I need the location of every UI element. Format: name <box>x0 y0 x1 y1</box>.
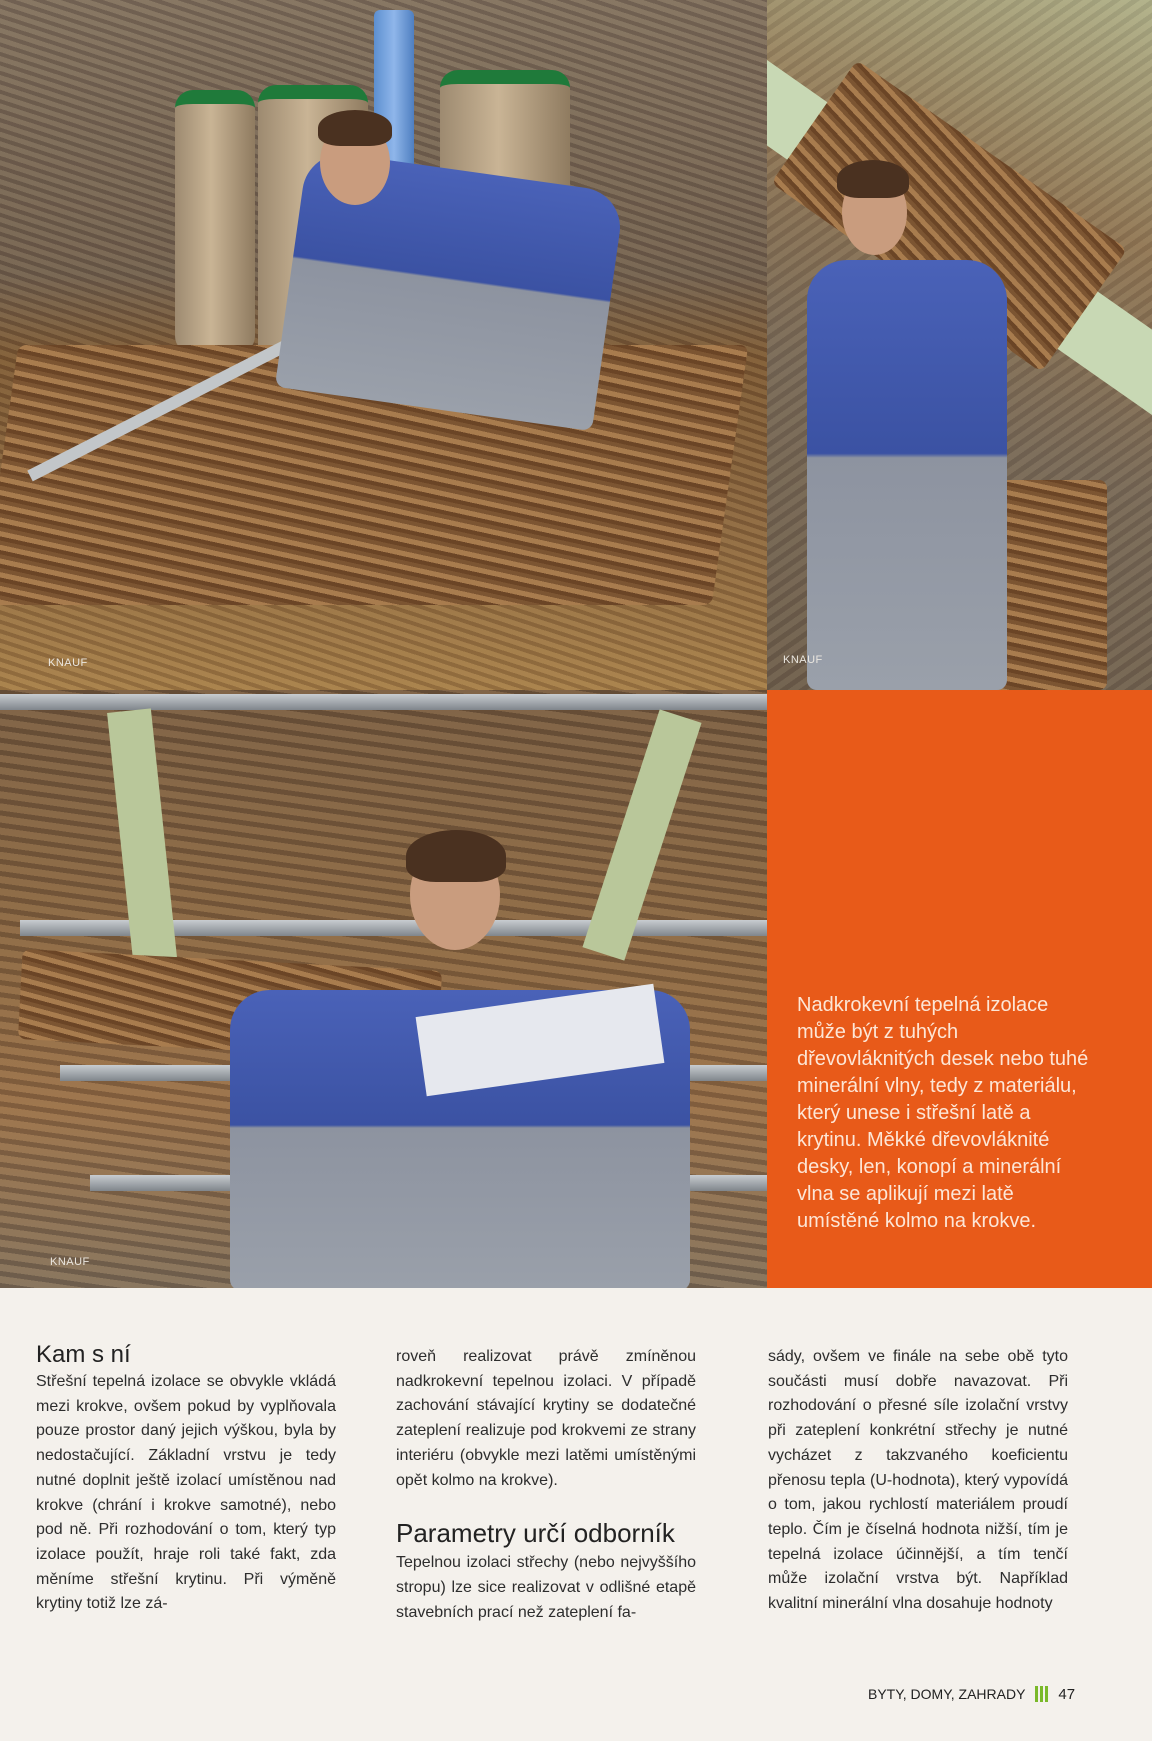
photo-credit: KNAUF <box>48 657 88 669</box>
caption-box <box>767 690 1152 1288</box>
article-column-2 <box>396 1345 696 1625</box>
worker-figure <box>190 830 710 1288</box>
paragraph: Tepelnou izolaci střechy (nebo nejvyššího stropu) lze sice realizovat v odlišné etapě stavebních prací než zateplení fa- <box>396 1554 696 1621</box>
worker-figure <box>230 110 650 470</box>
worker-figure <box>797 160 1057 690</box>
section-heading: Parametry určí odborník <box>396 1518 675 1549</box>
magazine-name: BYTY, DOMY, ZAHRADY <box>868 1686 1026 1702</box>
accent-bars <box>1035 1686 1048 1702</box>
photo-credit: KNAUF <box>783 654 823 666</box>
article-column-1 <box>36 1340 336 1617</box>
photo-worker-cutting-insulation <box>0 0 767 690</box>
paragraph: Střešní tepelná izolace se obvykle vkládá mezi krokve, ovšem pokud by vyplňovala pouze prostor daný jejich výškou, byla by nedostačující. Základní vrstvu je tedy nutné doplnit ještě izolací umístěnou nad krokve (chrání i krokve samotné), nebo pod ně. Při rozhodování o tom, který typ izolace použít, hraje roli také fakt, zda měníme střešní krytinu. Při výměně krytiny totiž lze zá- <box>36 1373 336 1613</box>
caption-text: Nadkrokevní tepelná izolace může být z tuhých dřevovláknitých desek nebo tuhé minerální vlny, tedy z materiálu, který unese i střešní latě a krytinu. Měkké dřevovláknité desky, len, konopí a minerální vlna se aplikují mezi latě umístěné kolmo na krokve. <box>797 994 1089 1232</box>
page-number: 47 <box>1058 1685 1076 1703</box>
photo-credit: KNAUF <box>50 1256 90 1268</box>
article-column-3 <box>768 1345 1068 1617</box>
paragraph: sády, ovšem ve finále na sebe obě tyto součásti musí dobře navazovat. Při rozhodování o přesné síle izolační vrstvy při zateplení konkrétní střechy je nutné vycházet z takzvaného koeficientu přenosu tepla (U-hodnota), který vypovídá o tom, jakou rychlostí materiálem proudí teplo. Čím je číselná hodnota nižší, tím je tepelná izolace účinnější, a tím tenčí může izolační vrstva být. Například kvalitní minerální vlna dosahuje hodnoty <box>768 1348 1068 1613</box>
paragraph: roveň realizovat právě zmíněnou nadkrokevní tepelnou izolaci. V případě zachování stávající krytiny se dodatečné zateplení realizuje pod krokvemi ze strany interiéru (obvykle mezi latěmi umístěnými opět kolmo na krokve). <box>396 1348 696 1489</box>
photo-worker-placing-insulation <box>767 0 1152 690</box>
metal-rail <box>0 694 767 710</box>
photo-worker-installing-ceiling-insulation <box>0 690 767 1288</box>
section-heading: Kam s ní <box>36 1341 131 1368</box>
page-footer <box>868 1683 1075 1705</box>
